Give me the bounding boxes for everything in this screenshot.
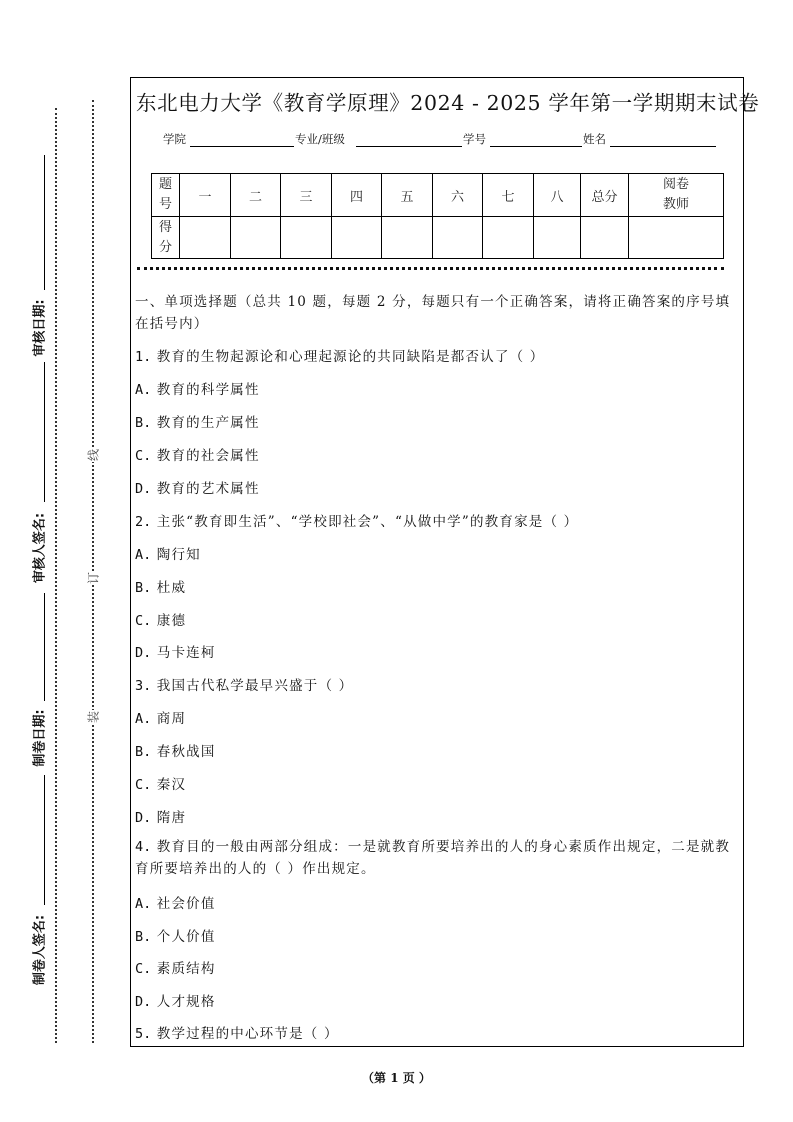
option-label: D. (135, 810, 152, 826)
option-2d[interactable] (135, 641, 216, 661)
question-2 (135, 510, 578, 530)
option-3c[interactable] (135, 773, 186, 793)
option-text: 陶行知 (156, 547, 201, 563)
binding-char-order: 订 (86, 571, 101, 585)
column-total: 总分 (581, 174, 629, 217)
question-text: 教育的生物起源论和心理起源论的共同缺陷是都否认了（ ） (156, 349, 545, 365)
column-6: 六 (433, 174, 483, 217)
score-cell-6[interactable] (433, 217, 483, 259)
question-3 (135, 674, 353, 694)
prepare-date-line (44, 775, 45, 905)
college-field[interactable] (190, 146, 294, 147)
name-field[interactable] (610, 146, 716, 147)
question-1 (135, 345, 544, 365)
option-label: B. (135, 929, 152, 945)
option-4b[interactable] (135, 925, 216, 945)
question-number: 1. (135, 349, 152, 365)
preparer-signature-label: 制卷人签名: (32, 914, 48, 986)
score-row (152, 217, 724, 259)
header-char: 分 (158, 239, 172, 255)
option-label: B. (135, 415, 152, 431)
question-4 (135, 836, 741, 880)
college-label: 学院 (163, 132, 186, 146)
option-text: 社会价值 (156, 896, 216, 912)
option-3a[interactable] (135, 707, 186, 727)
option-2a[interactable] (135, 543, 201, 563)
option-label: A. (135, 711, 152, 727)
header-text: 教师 (662, 197, 689, 212)
binding-char-line: 线 (86, 448, 101, 462)
option-label: D. (135, 481, 152, 497)
review-date-label: 审核日期: (32, 299, 48, 357)
dotted-separator (137, 267, 724, 270)
option-1b[interactable] (135, 411, 260, 431)
option-text: 素质结构 (156, 961, 216, 977)
option-text: 康德 (156, 613, 187, 629)
binding-dotted-line-inner (55, 108, 57, 1043)
score-cell-3[interactable] (281, 217, 332, 259)
question-text: 教育目的一般由两部分组成：一是就教育所要培养出的人的身心素质作出规定，二是就教育所要培养出的人的（ ）作出规定。 (135, 839, 731, 877)
header-char: 号 (158, 197, 172, 212)
option-label: C. (135, 448, 152, 464)
question-number: 4. (135, 839, 152, 855)
score-header (152, 217, 180, 259)
option-label: A. (135, 547, 152, 563)
score-cell-total[interactable] (581, 217, 629, 259)
option-label: B. (135, 744, 152, 760)
score-cell-7[interactable] (483, 217, 534, 259)
option-4c[interactable] (135, 957, 216, 977)
score-cell-2[interactable] (231, 217, 281, 259)
option-text: 个人价值 (156, 929, 216, 945)
exam-title: 东北电力大学《教育学原理》2024 - 2025 学年第一学期期末试卷 (136, 91, 760, 115)
reviewer-line-2 (44, 593, 45, 701)
column-8: 八 (534, 174, 581, 217)
option-text: 杜威 (156, 580, 187, 596)
header-char: 题 (158, 177, 172, 192)
option-text: 春秋战国 (156, 744, 216, 760)
option-3d[interactable] (135, 806, 186, 826)
option-label: A. (135, 382, 152, 398)
student-id-label: 学号 (463, 132, 486, 146)
score-cell-1[interactable] (180, 217, 231, 259)
section-heading: 一、单项选择题（总共 10 题，每题 2 分，每题只有一个正确答案，请将正确答案的序号填在括号内） (135, 294, 731, 332)
option-1c[interactable] (135, 444, 260, 464)
option-4a[interactable] (135, 892, 216, 912)
major-class-field[interactable] (356, 146, 462, 147)
option-2b[interactable] (135, 576, 186, 596)
column-7: 七 (483, 174, 534, 217)
option-1d[interactable] (135, 477, 260, 497)
column-3: 三 (281, 174, 332, 217)
option-label: B. (135, 580, 152, 596)
reviewer-signature-label: 审核人签名: (32, 512, 48, 584)
header-text: 阅卷 (662, 177, 689, 192)
option-text: 教育的社会属性 (156, 448, 260, 464)
option-text: 人才规格 (156, 994, 216, 1010)
question-5 (135, 1022, 339, 1042)
option-2c[interactable] (135, 609, 186, 629)
question-number: 2. (135, 514, 152, 530)
question-number: 5. (135, 1026, 152, 1042)
option-3b[interactable] (135, 740, 216, 760)
option-label: C. (135, 613, 152, 629)
column-5: 五 (382, 174, 433, 217)
option-text: 商周 (156, 711, 187, 727)
major-class-label: 专业/班级 (295, 132, 345, 146)
student-id-field[interactable] (490, 146, 582, 147)
grader-header (629, 174, 724, 217)
option-text: 秦汉 (156, 777, 187, 793)
score-cell-8[interactable] (534, 217, 581, 259)
column-2: 二 (231, 174, 281, 217)
binding-char-bind: 装 (86, 710, 101, 724)
option-text: 教育的生产属性 (156, 415, 260, 431)
name-label: 姓名 (583, 132, 606, 146)
question-number: 3. (135, 678, 152, 694)
column-1: 一 (180, 174, 231, 217)
header-char: 得 (158, 219, 172, 235)
score-cell-grader[interactable] (629, 217, 724, 259)
option-label: D. (135, 645, 152, 661)
question-text: 我国古代私学最早兴盛于（ ） (156, 678, 354, 694)
option-1a[interactable] (135, 378, 260, 398)
option-label: C. (135, 961, 152, 977)
question-number-header (152, 174, 180, 217)
score-table (151, 173, 724, 259)
option-text: 马卡连柯 (156, 645, 216, 661)
option-label: A. (135, 896, 152, 912)
question-text: 主张“教育即生活”、“学校即社会”、“从做中学”的教育家是（ ） (156, 514, 579, 530)
page-number: （第 1 页 ） (362, 1071, 431, 1085)
question-number-row (152, 174, 724, 217)
question-text: 教学过程的中心环节是（ ） (156, 1026, 339, 1042)
score-cell-5[interactable] (382, 217, 433, 259)
score-cell-4[interactable] (332, 217, 382, 259)
option-text: 隋唐 (156, 810, 187, 826)
option-label: C. (135, 777, 152, 793)
option-text: 教育的科学属性 (156, 382, 260, 398)
column-4: 四 (332, 174, 382, 217)
option-4d[interactable] (135, 990, 216, 1010)
prepare-date-label: 制卷日期: (32, 709, 48, 767)
reviewer-signature-line (44, 362, 45, 502)
review-date-line (44, 155, 45, 290)
option-label: D. (135, 994, 152, 1010)
option-text: 教育的艺术属性 (156, 481, 260, 497)
